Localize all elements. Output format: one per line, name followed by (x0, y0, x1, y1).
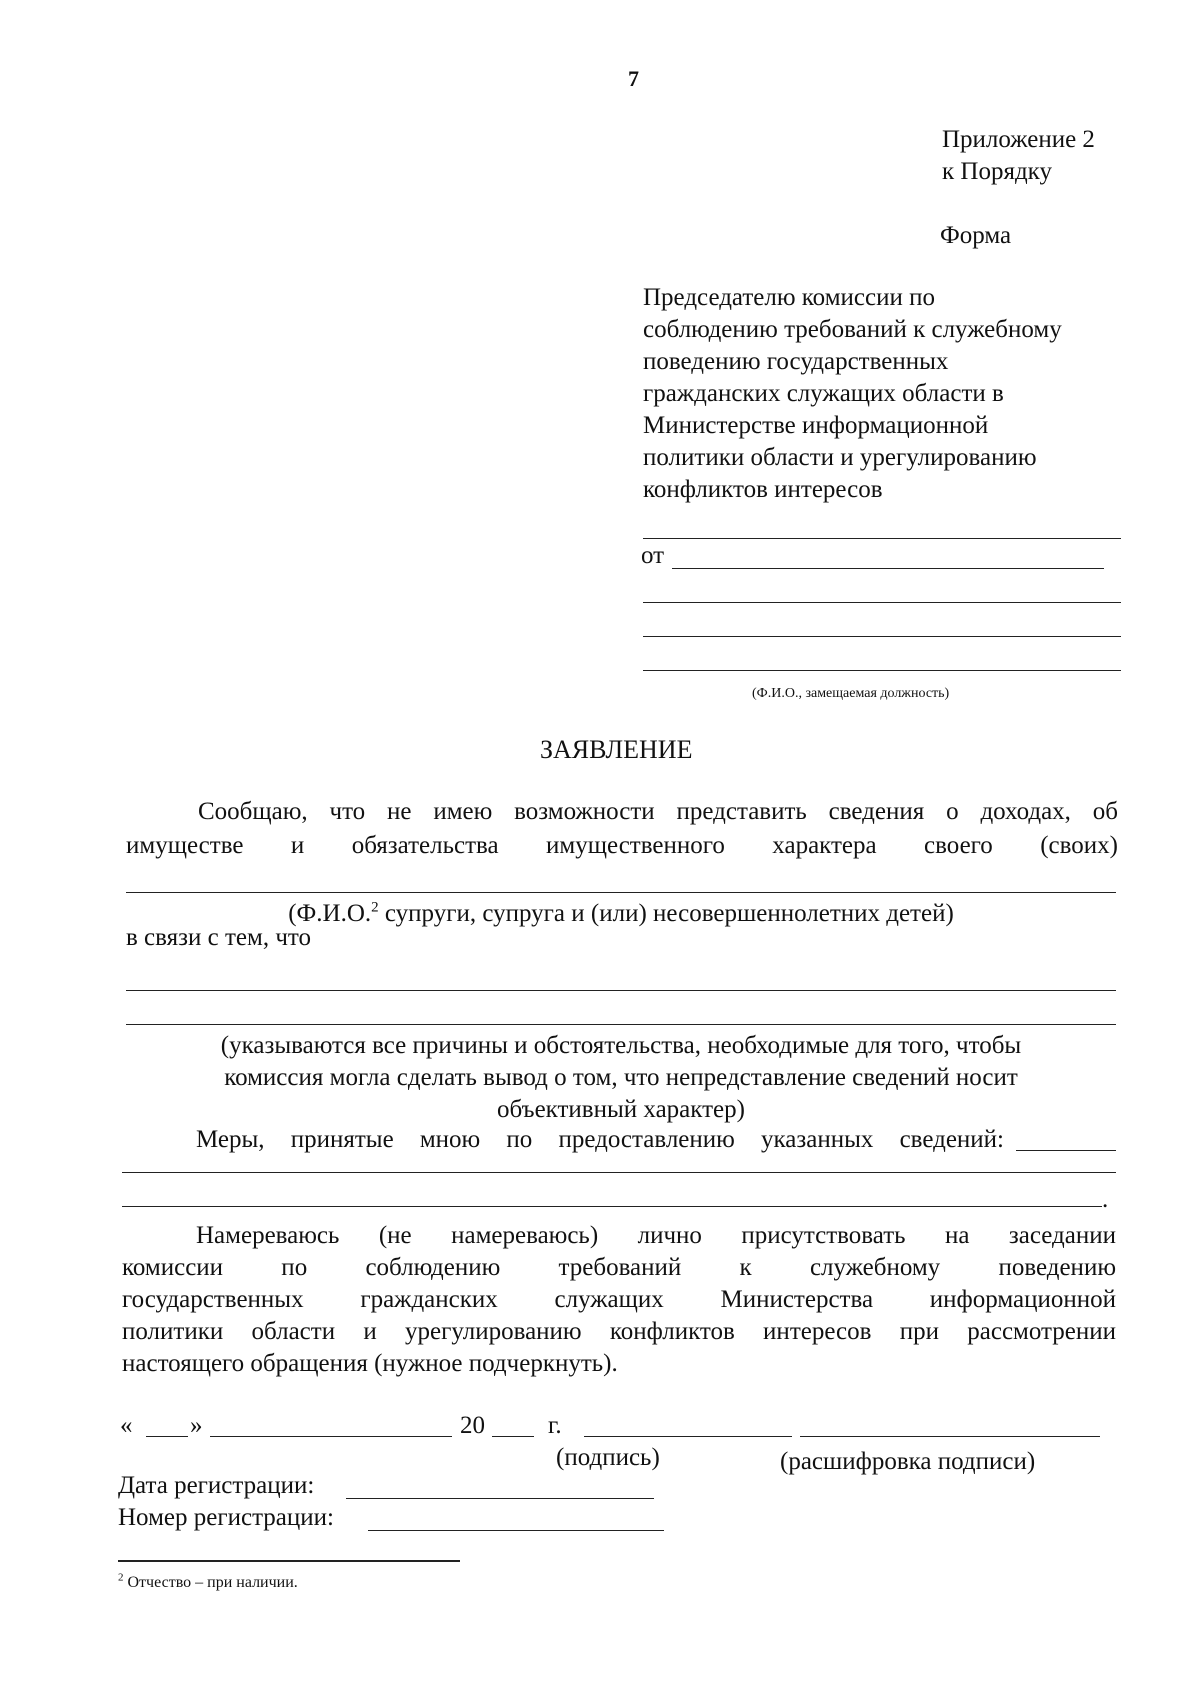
reasons-hint-line-2: комиссия могла сделать вывод о том, что непредставление сведений носит (224, 1064, 1018, 1091)
page-number: 7 (628, 66, 639, 91)
addressee-line-4: гражданских служащих области в (643, 380, 1004, 407)
measures-line-1[interactable] (122, 1172, 1116, 1173)
spouse-fio-line[interactable] (126, 892, 1116, 893)
reg-number-label: Номер регистрации: (118, 1504, 334, 1531)
measures-line-2[interactable] (122, 1206, 1102, 1207)
spouse-hint: (Ф.И.О.$^2$ супруги, супруга и (или) несовершеннолетних детей) (288, 899, 954, 927)
signature-line[interactable] (584, 1436, 792, 1437)
reasons-line-1[interactable] (126, 990, 1116, 991)
intent-line-2: комиссии по соблюдению требований к служебному поведению (122, 1254, 1116, 1281)
signature-decode-label: (расшифровка подписи) (780, 1448, 1036, 1475)
reg-date-label: Дата регистрации: (118, 1472, 315, 1499)
month-blank[interactable] (210, 1436, 452, 1437)
document-title: ЗАЯВЛЕНИЕ (540, 735, 693, 764)
addressee-line-1: Председателю комиссии по (643, 284, 935, 311)
addressee-line-7: конфликтов интересов (643, 476, 883, 503)
addressee-line-2: соблюдению требований к служебному (643, 316, 1062, 343)
reg-date-line[interactable] (346, 1498, 654, 1499)
from-label: от (641, 542, 665, 569)
applicant-line-1[interactable] (643, 538, 1121, 539)
intent-line-5: настоящего обращения (нужное подчеркнуть). (122, 1350, 618, 1377)
signature-decode-line[interactable] (800, 1436, 1100, 1437)
addressee-line-5: Министерстве информационной (643, 412, 989, 439)
order-label: к Порядку (942, 158, 1052, 185)
reasons-hint-line-3: объективный характер) (497, 1096, 745, 1123)
day-blank[interactable] (146, 1436, 188, 1437)
fio-position-hint: (Ф.И.О., замещаемая должность) (752, 686, 950, 701)
applicant-line-4[interactable] (643, 636, 1121, 637)
measures-line-0[interactable] (1016, 1150, 1116, 1151)
intent-line-3: государственных гражданских служащих Министерства информационной (122, 1286, 1116, 1313)
applicant-line-2[interactable] (672, 568, 1104, 569)
statement-line-1: Сообщаю, что не имею возможности представить сведения о доходах, об (198, 798, 1118, 825)
addressee-line-3: поведению государственных (643, 348, 949, 375)
year-prefix: 20 (460, 1412, 485, 1439)
form-label: Форма (940, 222, 1012, 249)
applicant-line-3[interactable] (643, 602, 1121, 603)
reg-number-line[interactable] (368, 1530, 664, 1531)
reasons-hint-line-1: (указываются все причины и обстоятельства, необходимые для того, чтобы (220, 1032, 1022, 1059)
measures-label: Меры, принятые мною по предоставлению указанных сведений: (196, 1126, 1004, 1153)
open-quote: « (120, 1412, 133, 1439)
due-to-label: в связи с тем, что (126, 924, 311, 951)
addressee-line-6: политики области и урегулированию (643, 444, 1037, 471)
intent-line-4: политики области и урегулированию конфликтов интересов при рассмотрении (122, 1318, 1116, 1345)
intent-line-1: Намереваюсь (не намереваюсь) лично присутствовать на заседании (196, 1222, 1116, 1249)
year-blank[interactable] (492, 1436, 534, 1437)
applicant-line-5[interactable] (643, 670, 1121, 671)
footnote: $^2$ Отчество – при наличии. (118, 1571, 298, 1591)
close-quote: » (190, 1412, 203, 1439)
reasons-line-2[interactable] (126, 1024, 1116, 1025)
year-suffix: г. (548, 1412, 562, 1439)
measures-end-dot: . (1102, 1186, 1109, 1213)
appendix-label: Приложение 2 (942, 126, 1095, 153)
statement-line-2: имуществе и обязательства имущественного характера своего (своих) (126, 832, 1118, 859)
footnote-separator (118, 1560, 460, 1562)
signature-label: (подпись) (556, 1444, 660, 1471)
